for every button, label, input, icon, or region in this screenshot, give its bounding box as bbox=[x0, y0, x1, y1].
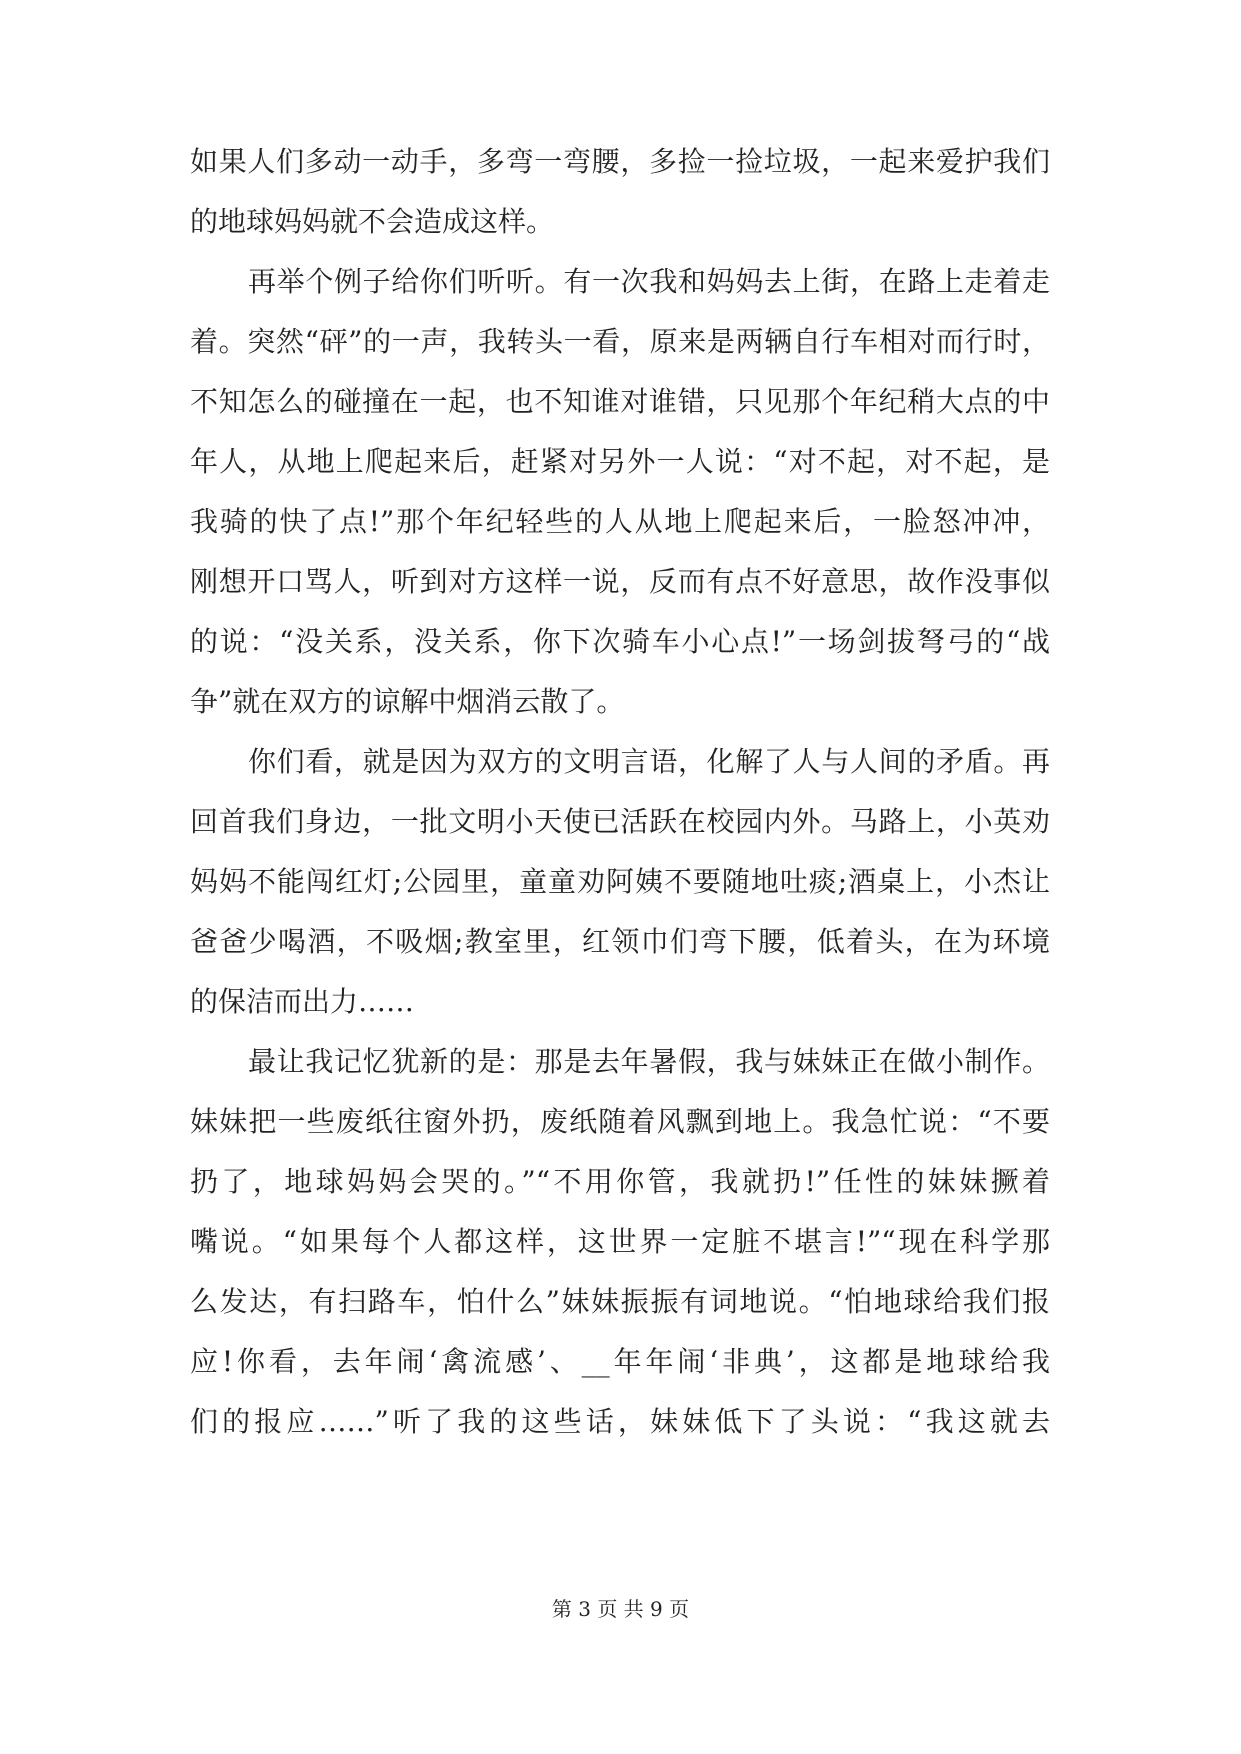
page-number-footer: 第 3 页 共 9 页 bbox=[551, 1597, 690, 1621]
text-line: 们的报应……”听了我的这些话，妹妹低下了头说：“我这就去 bbox=[190, 1405, 1050, 1438]
paragraph-first-line: 再举个例子给你们听听。有一次我和妈妈去上街，在路上走着走 bbox=[248, 265, 1050, 298]
text-line: 如果人们多动一动手，多弯一弯腰，多捡一捡垃圾，一起来爱护我们 bbox=[190, 145, 1050, 178]
text-line: 妹妹把一些废纸往窗外扔，废纸随着风飘到地上。我急忙说：“不要 bbox=[190, 1105, 1050, 1138]
text-line: 妈妈不能闯红灯;公园里，童童劝阿姨不要随地吐痰;酒桌上，小杰让 bbox=[190, 865, 1050, 898]
text-line: 扔了，地球妈妈会哭的。”“不用你管，我就扔!”任性的妹妹撅着 bbox=[190, 1165, 1050, 1198]
text-line: 争”就在双方的谅解中烟消云散了。 bbox=[190, 685, 625, 718]
text-line: 的说：“没关系，没关系，你下次骑车小心点!”一场剑拔弩弓的“战 bbox=[190, 625, 1050, 658]
text-line: 么发达，有扫路车，怕什么”妹妹振振有词地说。“怕地球给我们报 bbox=[190, 1285, 1050, 1318]
text-line: 我骑的快了点!”那个年纪轻些的人从地上爬起来后，一脸怒冲冲， bbox=[190, 505, 1050, 538]
text-line: 年人，从地上爬起来后，赶紧对另外一人说：“对不起，对不起，是 bbox=[190, 445, 1050, 478]
text-line: 刚想开口骂人，听到对方这样一说，反而有点不好意思，故作没事似 bbox=[190, 565, 1050, 598]
text-line: 嘴说。“如果每个人都这样，这世界一定脏不堪言!”“现在科学那 bbox=[190, 1225, 1050, 1258]
text-line: 回首我们身边，一批文明小天使已活跃在校园内外。马路上，小英劝 bbox=[190, 805, 1050, 838]
text-line: 不知怎么的碰撞在一起，也不知谁对谁错，只见那个年纪稍大点的中 bbox=[190, 385, 1050, 418]
paragraph-first-line: 你们看，就是因为双方的文明言语，化解了人与人间的矛盾。再 bbox=[248, 745, 1050, 778]
text-line: 应!你看，去年闹‘禽流感’、__年年闹‘非典’，这都是地球给我 bbox=[190, 1345, 1050, 1378]
text-line: 的保洁而出力…… bbox=[190, 985, 415, 1018]
text-line: 着。突然“砰”的一声，我转头一看，原来是两辆自行车相对而行时， bbox=[190, 325, 1050, 358]
paragraph-first-line: 最让我记忆犹新的是：那是去年暑假，我与妹妹正在做小制作。 bbox=[248, 1045, 1050, 1078]
text-line: 爸爸少喝酒，不吸烟;教室里，红领巾们弯下腰，低着头，在为环境 bbox=[190, 925, 1050, 958]
text-line: 的地球妈妈就不会造成这样。 bbox=[190, 205, 555, 238]
